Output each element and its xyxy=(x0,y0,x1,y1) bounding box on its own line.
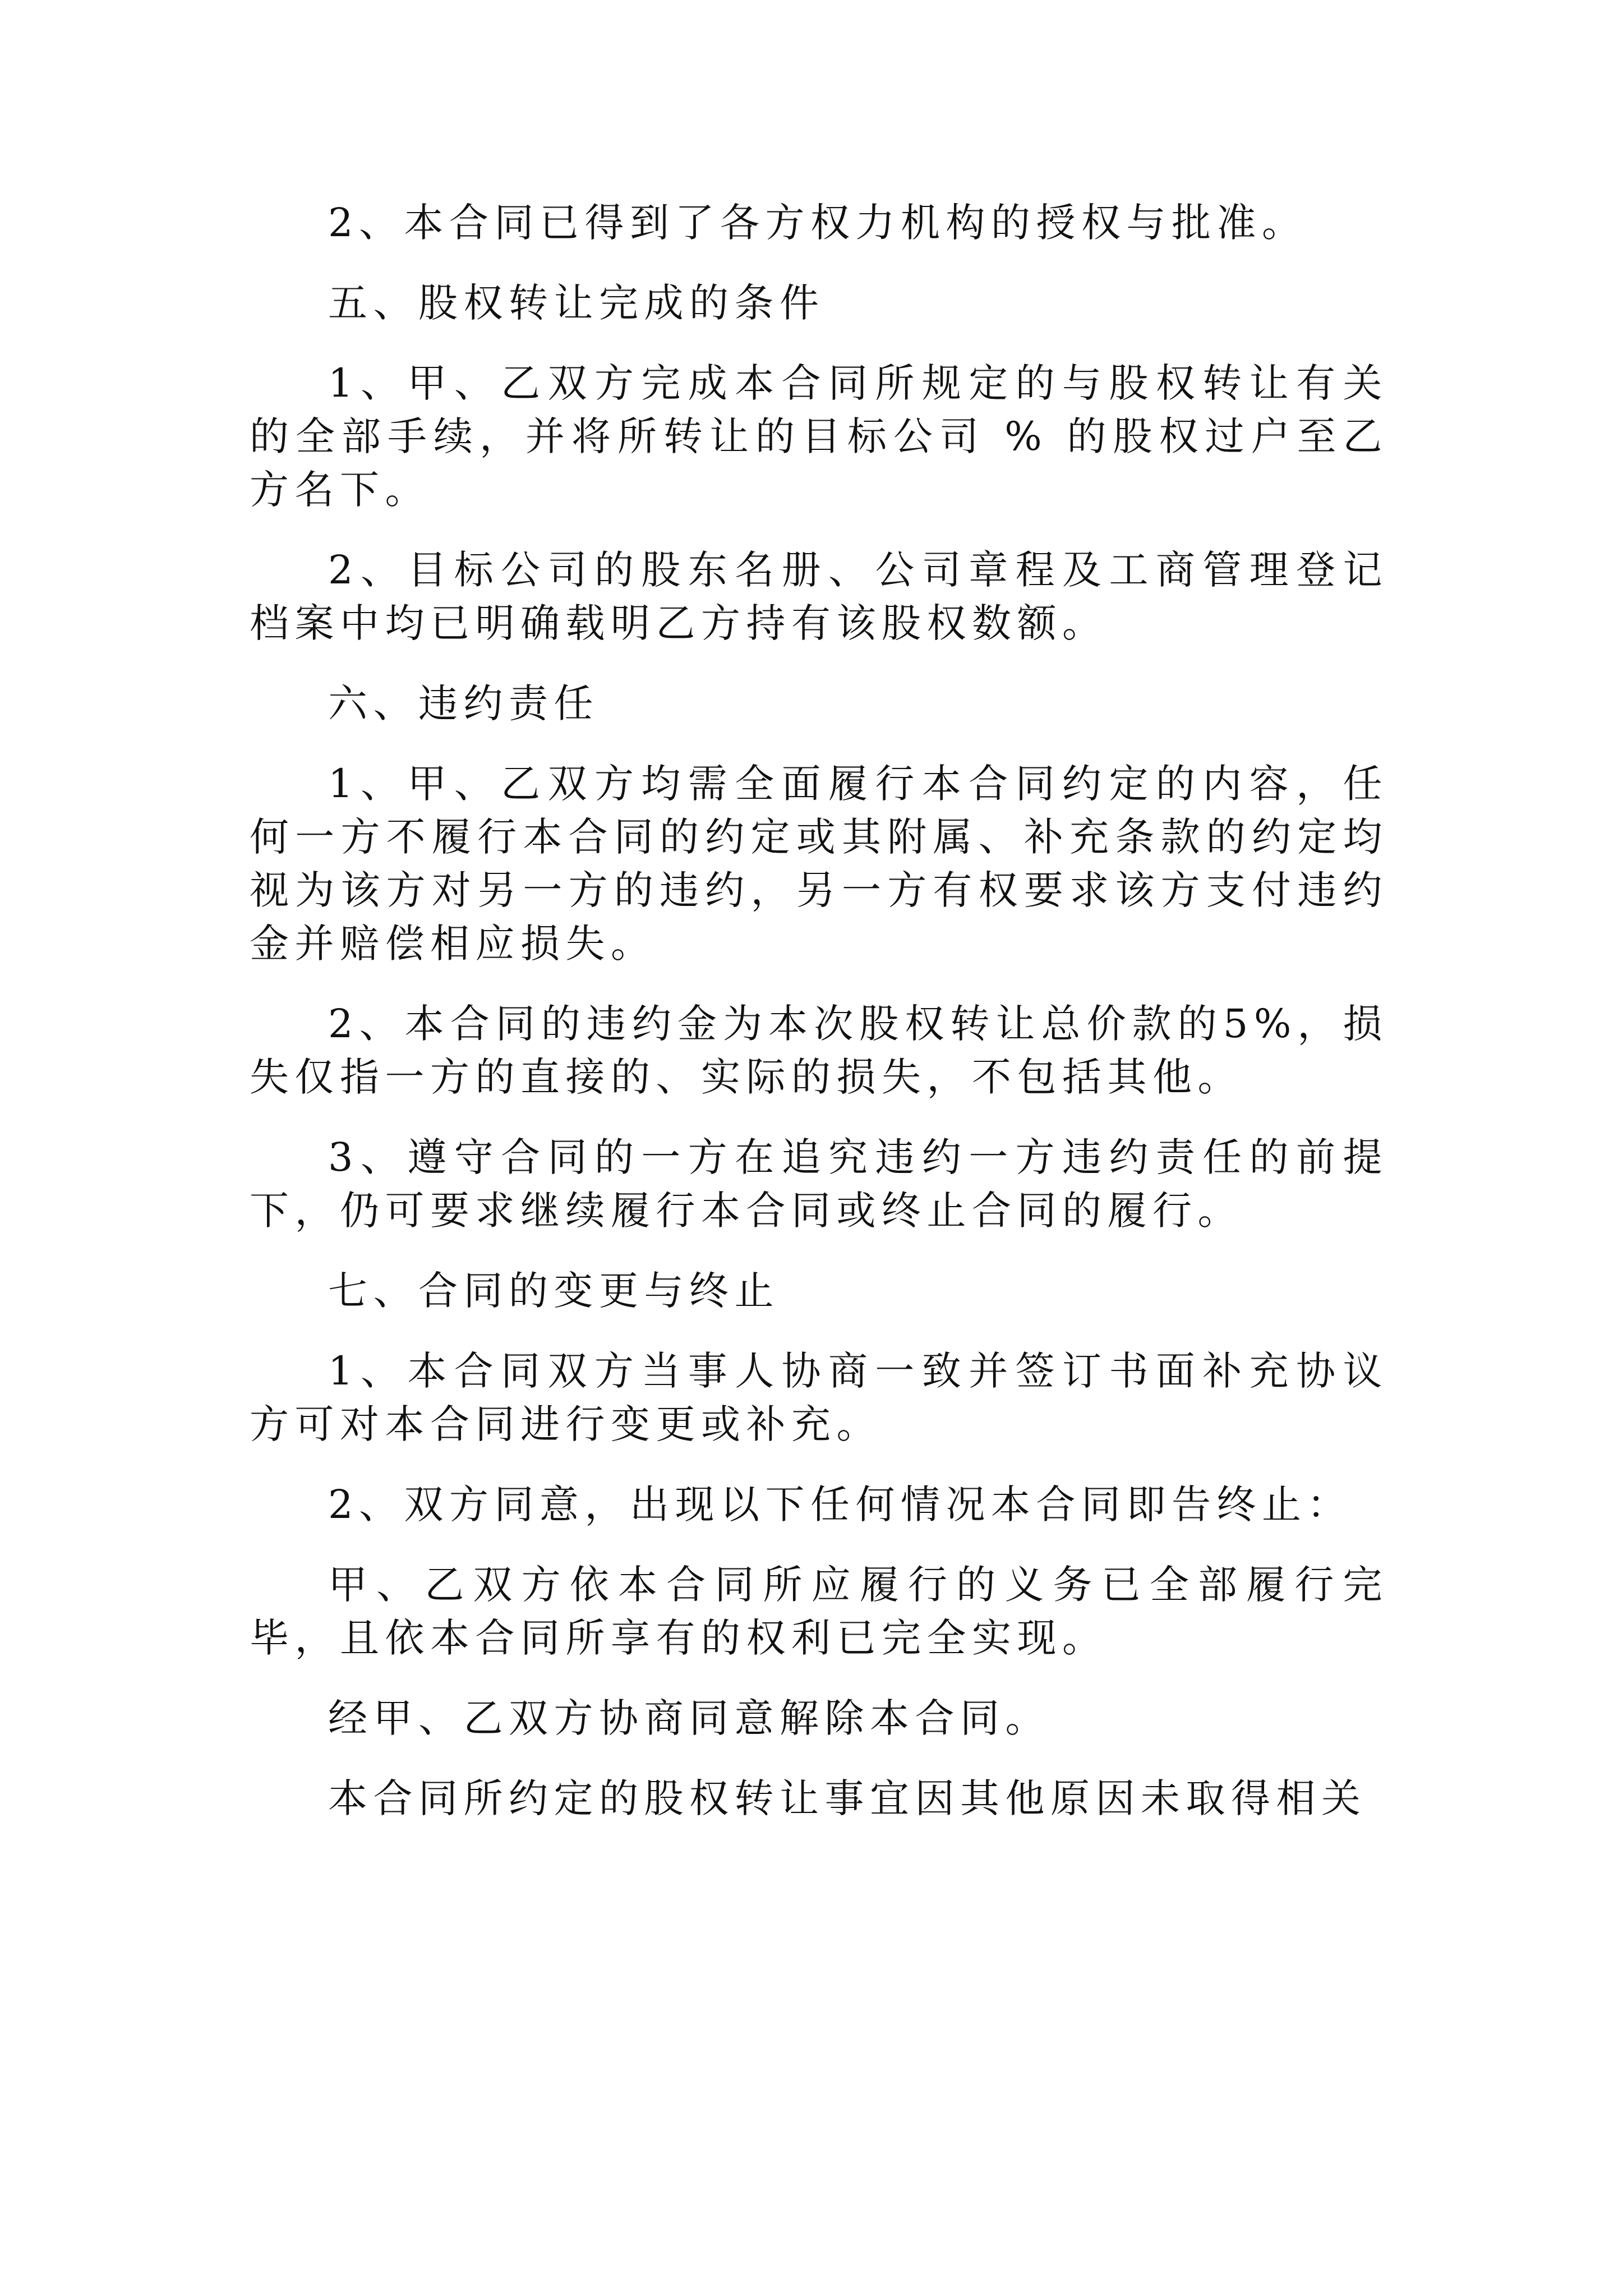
clause-paragraph: 经甲、乙双方协商同意解除本合同。 xyxy=(328,1695,1050,1741)
clause-paragraph: 1、本合同双方当事人协商一致并签订书面补充协议方可对本合同进行变更或补充。 xyxy=(250,1348,1388,1447)
clause-paragraph: 1、甲、乙双方均需全面履行本合同约定的内容，任何一方不履行本合同的约定或其附属、补充条款的约定均视为该方对另一方的违约，另一方有权要求该方支付违约金并赔偿相应损失。 xyxy=(250,761,1388,967)
clause-paragraph: 2、目标公司的股东名册、公司章程及工商管理登记档案中均已明确载明乙方持有该股权数额。 xyxy=(250,547,1388,646)
section-heading: 五、股权转让完成的条件 xyxy=(328,280,825,326)
clause-paragraph: 甲、乙双方依本合同所应履行的义务已全部履行完毕，且依本合同所享有的权利已完全实现。 xyxy=(250,1562,1388,1661)
clause-paragraph: 3、遵守合同的一方在追究违约一方违约责任的前提下，仍可要求继续履行本合同或终止合同的履行。 xyxy=(250,1134,1388,1234)
section-heading: 七、合同的变更与终止 xyxy=(328,1268,780,1314)
section-heading: 六、违约责任 xyxy=(328,680,599,726)
clause-paragraph: 1、甲、乙双方完成本合同所规定的与股权转让有关的全部手续，并将所转让的目标公司 % 的股权过户至乙方名下。 xyxy=(250,360,1388,513)
clause-paragraph: 2、本合同已得到了各方权力机构的授权与批准。 xyxy=(328,200,1307,246)
clause-paragraph: 本合同所约定的股权转让事宜因其他原因未取得相关 xyxy=(328,1775,1367,1821)
contract-body xyxy=(250,196,1388,1825)
clause-paragraph: 2、本合同的违约金为本次股权转让总价款的5%，损失仅指一方的直接的、实际的损失，不包括其他。 xyxy=(250,1001,1388,1100)
clause-paragraph: 2、双方同意，出现以下任何情况本合同即告终止： xyxy=(328,1481,1353,1527)
